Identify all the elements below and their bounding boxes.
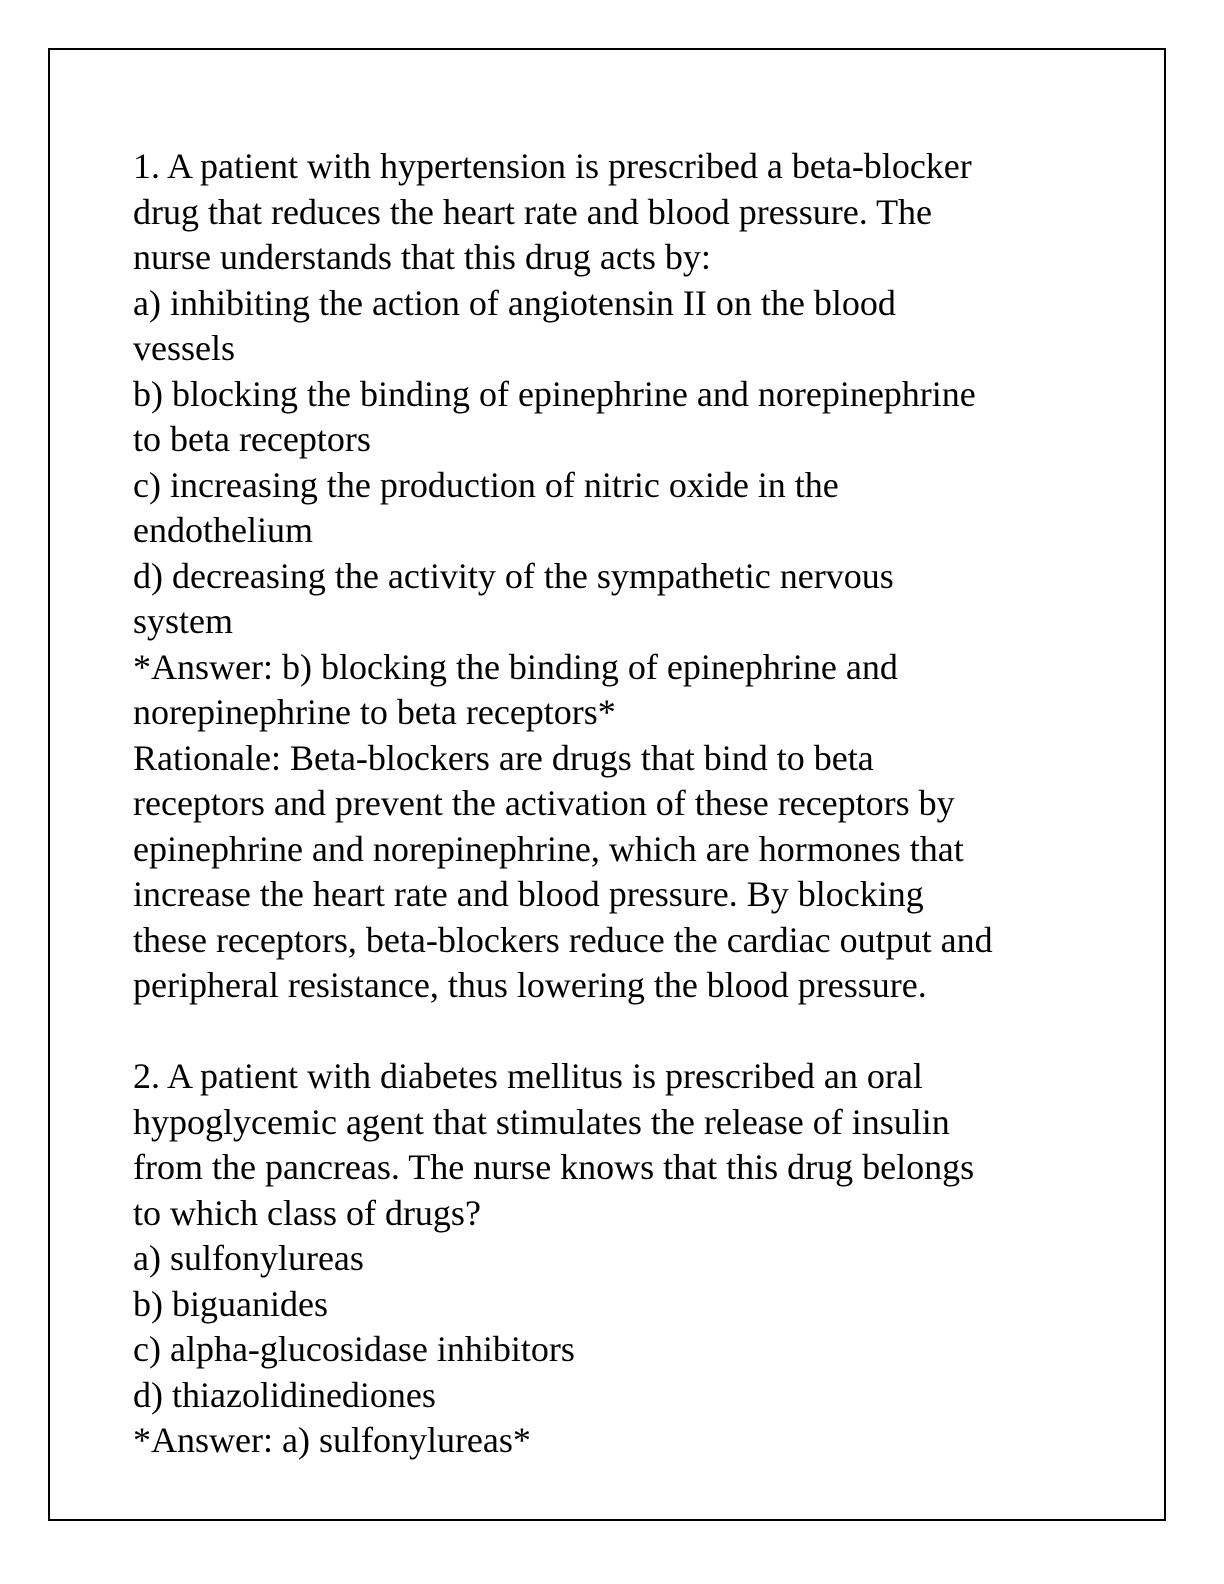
question-2 xyxy=(133,1054,993,1464)
stem-line: hypoglycemic agent that stimulates the release of insulin xyxy=(133,1101,950,1142)
stem-line: nurse understands that this drug acts by: xyxy=(133,237,711,277)
question-stem xyxy=(133,1054,993,1236)
option-line: b) blocking the binding of epinephrine and norepinephrine xyxy=(133,373,976,414)
option-line: a) inhibiting the action of angiotensin II on the blood xyxy=(133,282,896,323)
rationale-line: these receptors, beta-blockers reduce the cardiac output and xyxy=(133,919,993,960)
answer: *Answer: a) sulfonylureas* xyxy=(133,1420,531,1460)
option-line: vessels xyxy=(133,328,235,368)
option-a xyxy=(133,281,993,372)
question-1 xyxy=(133,144,993,1009)
rationale xyxy=(133,736,993,1009)
answer-line: norepinephrine to beta receptors* xyxy=(133,692,616,732)
option-d: d) thiazolidinediones xyxy=(133,1374,436,1415)
rationale-line: receptors and prevent the activation of these receptors by xyxy=(133,783,955,823)
option-c xyxy=(133,463,993,554)
option-line: to beta receptors xyxy=(133,419,371,459)
stem-line: drug that reduces the heart rate and blood pressure. The xyxy=(133,191,933,232)
option-line: endothelium xyxy=(133,510,313,550)
answer-line: *Answer: b) blocking the binding of epinephrine and xyxy=(133,646,898,687)
stem-line: 2. A patient with diabetes mellitus is prescribed an oral xyxy=(133,1056,923,1096)
option-line: d) decreasing the activity of the sympathetic nervous xyxy=(133,555,894,596)
option-line: c) increasing the production of nitric oxide in the xyxy=(133,464,839,505)
stem-line: 1. A patient with hypertension is prescribed a beta-blocker xyxy=(133,146,972,186)
option-d xyxy=(133,554,993,645)
stem-line: to which class of drugs? xyxy=(133,1192,481,1233)
spacer xyxy=(133,1009,993,1055)
rationale-line: increase the heart rate and blood pressure. By blocking xyxy=(133,874,924,914)
rationale-line: epinephrine and norepinephrine, which are hormones that xyxy=(133,828,964,869)
option-b: b) biguanides xyxy=(133,1283,328,1324)
option-c: c) alpha-glucosidase inhibitors xyxy=(133,1329,575,1369)
option-b xyxy=(133,372,993,463)
document-body xyxy=(133,144,993,1464)
option-line: system xyxy=(133,601,234,641)
rationale-line: peripheral resistance, thus lowering the blood pressure. xyxy=(133,965,927,1005)
answer xyxy=(133,645,993,736)
question-stem xyxy=(133,144,993,281)
stem-line: from the pancreas. The nurse knows that this drug belongs xyxy=(133,1147,975,1187)
option-a: a) sulfonylureas xyxy=(133,1238,364,1278)
rationale-line: Rationale: Beta-blockers are drugs that bind to beta xyxy=(133,737,874,778)
